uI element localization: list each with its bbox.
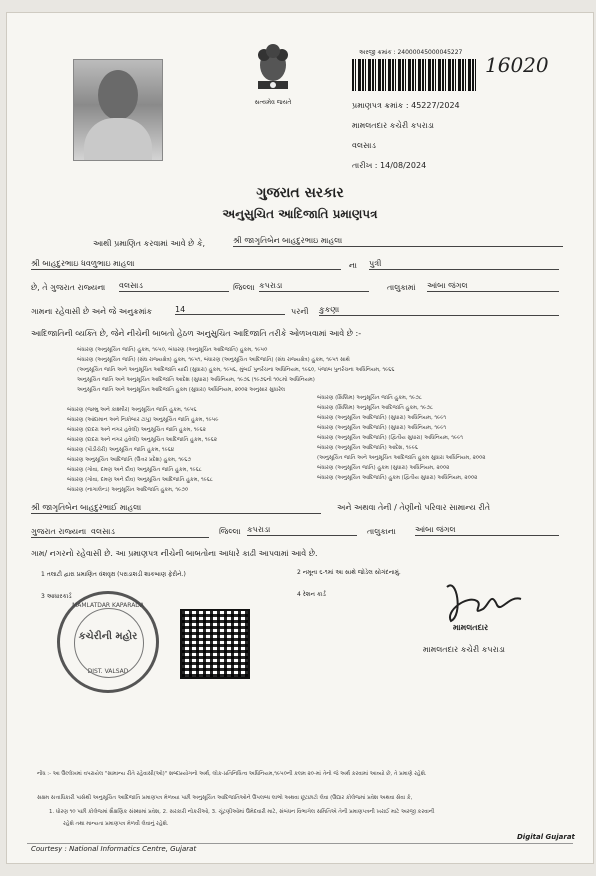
- relation-label: ના: [349, 261, 357, 270]
- order-right-item: બંધારણ (અનુસૂચિત આદિજાતિ) (દ્વિતીય સુધારા) અધિનિયમ, ૧૯૯૧: [317, 435, 463, 441]
- order-right-item: બંધારણ (અનુસૂચિત જાતિ) હુકમ (સુધારા) અધિનિયમ, ૨૦૦૨: [317, 465, 450, 471]
- ashoka-emblem-icon: [250, 41, 296, 95]
- resident-line: ગામ/ નગરનો રહેવાસી છે. આ પ્રમાણપત્ર નીચેની બાબતોના આધારે કાઢી આપવામાં આવે છે.: [31, 549, 318, 558]
- footer-brand: Digital Gujarat: [517, 833, 575, 841]
- order-left-item: બંધારણ (પોંડીચેરી) અનુસૂચિત જાતિ હુકમ, ૧૯૬૪: [67, 447, 175, 453]
- order-line: બંધારણ (અનુસૂચિત જાતિ) હુકમ, ૧૯૫૦, બંધારણ (અનુસૂચિત આદિજાતિ) હુકમ, ૧૯૫૦: [77, 347, 268, 353]
- qr-code: [180, 609, 250, 679]
- seal-outer-text: MAMLATDAR KAPARADA: [72, 602, 144, 609]
- seal-inner-ring: [74, 608, 144, 678]
- signatory-title: મામલતદાર: [453, 623, 489, 632]
- basis-1: 1 તલાટી દ્વારા પ્રમાણિત વંશવૃક્ષ (પરાડાશડી શાકબાણ ફેરીને.): [41, 571, 186, 578]
- government-title: ગુજરાત સરકાર: [256, 185, 344, 201]
- order-left-item: બંધારણ (નાગાલેન્ડ) અનુસૂચિત આદિજાતિ હુકમ, ૧૯૭૦: [67, 487, 189, 493]
- orders-left-column: [67, 405, 307, 495]
- taluka-2-label: તાલુકાના: [367, 527, 396, 536]
- order-left-item: બંધારણ (જમ્મુ અને કાશ્મીર) અનુસૂચિત જાતિ હુકમ, ૧૯૫૬: [67, 407, 197, 413]
- seal-center-text: કચેરીની મહોર: [78, 631, 138, 642]
- certificate-title: અનુસુચિત આદિજાતિ પ્રમાણપત્ર: [222, 207, 378, 221]
- note-4: રહેશે તથા માન્યતા પ્રમાણપત્ર મેળવી લેવાનું રહેશે.: [63, 821, 169, 827]
- orders-block: [77, 345, 557, 395]
- taluka-value: કપરાડા: [259, 281, 369, 292]
- basis-2: 2 નમૂના ૬-૧માં આ સાથે જોડેલ સોગંદનામું.: [297, 569, 401, 576]
- office-seal: [57, 591, 159, 693]
- order-line: અનુસૂચિત જાતિ અને અનુસૂચિત આદિજાતિ હુકમ (સુધારા) અધિનિયમ, ૨૦૦૨ અનુસાર સુધારેલ: [77, 387, 285, 393]
- national-emblem: [250, 41, 296, 107]
- relation: પુત્રી: [369, 259, 559, 270]
- village-2: આંબા જંગલ: [415, 525, 559, 536]
- caste-value: કુકણા: [319, 305, 559, 316]
- order-line: અનુસૂચિત જાતિ અને અનુસૂચિત આદિજાતિ આદેશ (સુધારા) અધિનિયમ, ૧૯૭૬ (૧૯૭૬નો ૧૦૮મો અધિનિયમ): [77, 377, 315, 383]
- photo-head: [98, 70, 138, 120]
- recognition-line: આદિજાતિની વ્યક્તિ છે, જેને નીચેની બાબતો હેઠળ અનુસુચિત આદિજાતિ તરીકે ઓળખવામાં આવે છે :-: [31, 329, 362, 338]
- order-right-item: બંધારણ (સિક્કિમ) અનુસૂચિત આદિજાતિ હુકમ, ૧૯૭૮: [317, 405, 433, 411]
- order-left-item: બંધારણ (આંદામાન અને નિકોબાર ટાપુ) અનુસૂચિત જાતિ હુકમ, ૧૯૫૯: [67, 417, 219, 423]
- footer-divider: [27, 843, 573, 844]
- application-number: અરજી ક્રમાંક : 24000045000045227: [359, 49, 463, 56]
- serial-number: 14: [175, 305, 285, 315]
- basis-3: 3 આધારકાર્ડ: [41, 593, 72, 600]
- order-line: બંધારણ (અનુસૂચિત જાતિ) (સંઘ રાજ્યક્ષેત્ર) હુકમ, ૧૯૫૧, બંધારણ (અનુસૂચિત આદિજાતિ) (સંઘ રાજ્યક્ષેત્ર) હુકમ, ૧૯૫૧ સાથે: [77, 357, 350, 363]
- footer-courtesy: Courtesy : National Informatics Centre, Gujarat: [31, 845, 197, 853]
- emblem-caption: સત્યમેવ જયતે: [254, 99, 292, 106]
- issue-date: તારીખ : 14/08/2024: [352, 161, 427, 170]
- order-left-item: બંધારણ (દાદરા અને નગર હવેલી) અનુસૂચિત આદિજાતિ હુકમ, ૧૯૬૨: [67, 437, 217, 443]
- village-label: ગામના રહેવાસી છે અને જે અનુક્રમાંક: [31, 307, 153, 316]
- district-2-label: જિલ્લા: [219, 527, 241, 536]
- applicant-name: શ્રી જાગૃતિબેન બાહદુરભાઇ માહલા: [233, 236, 563, 247]
- order-left-item: બંધારણ (ગોવા, દમણ અને દીવ) અનુસૂચિત આદિજાતિ હુકમ, ૧૯૬૮: [67, 477, 213, 483]
- issuing-office: મામલતદાર કચેરી કપરાડા: [352, 121, 435, 130]
- signature-icon: [437, 575, 527, 625]
- order-right-item: બંધારણ (અનુસૂચિત આદિજાતિ) આદેશ, ૧૯૯૬: [317, 445, 418, 451]
- issuing-district: વલસાડ: [352, 141, 376, 150]
- taluka-label: તાલુકામાં: [387, 283, 416, 292]
- order-right-item: બંધારણ (અનુસૂચિત આદિજાતિ) (સુધારા) અધિનિયમ, ૧૯૯૧: [317, 415, 447, 421]
- seal-bottom-text: DIST. VALSAD: [87, 668, 129, 675]
- order-line: (અનુસૂચિત જાતિ અને અનુસૂચિત આદિજાતિ યાદી (સુધારા) હુકમ, ૧૯૫૬, મુંબઈ પુનર્રચના અધિનિયમ, ૧૯૬૦, પંજાબ પુનર્રચના અધિનિયમ, ૧૯૬૬: [77, 367, 395, 373]
- signature: [437, 575, 527, 625]
- order-left-item: બંધારણ (ગોવા, દમણ અને દીવ) અનુસૂચિત જાતિ હુકમ, ૧૯૬૮: [67, 467, 202, 473]
- signatory-office: મામલતદાર કચેરી કપરાડા: [423, 645, 506, 654]
- order-right-item: (અનુસૂચિત જાતિ અને અનુસૂચિત આદિજાતિ હુકમ સુધારા અધિનિયમ, ૨૦૦૨: [317, 455, 486, 461]
- district-value: વલસાડ: [119, 281, 229, 292]
- barcode: [352, 59, 476, 91]
- order-right-item: બંધારણ (અનુસૂચિત આદિજાતિ) હુકમ (દ્વિતીય સુધારા) અધિનિયમ, ૨૦૦૨: [317, 475, 478, 481]
- certificate-number: પ્રમાણપત્ર ક્રમાંક : 45227/2024: [352, 101, 460, 110]
- handwritten-number: 16020: [485, 53, 549, 77]
- family-line: અને અથવા તેની / તેણીનો પરિવાર સામાન્ય રીતે: [337, 503, 491, 512]
- holder-name: શ્રી જાગૃતિબેન બાહદુરભાઈ માહલા: [31, 503, 321, 514]
- state-2: ગુજરાત રાજ્યના: [31, 527, 209, 538]
- order-left-item: બંધારણ (દાદરા અને નગર હવેલી) અનુસૂચિત જાતિ હુકમ, ૧૯૬૨: [67, 427, 206, 433]
- father-name: શ્રી બાહદુરભાઇ ધવળુભાઇ માહલા: [31, 259, 341, 270]
- village-value: આંબા જંગલ: [427, 281, 559, 292]
- state-label: છે, તે ગુજરાત રાજ્યના: [31, 283, 106, 292]
- note-2: સક્ષમ સત્તાધિકારી પાસેથી અનુસૂચિત આદિજાતિ પ્રમાણપત્ર મેળવ્યા પછી અનુસૂચિત આદિજાતિઓને ઉપલબ્ધ લાભો અથવા છૂટછાટો લેવા (ઉદ્યાર કોલેજમાં પ્રવેશ અથવા સેવા કે,: [37, 795, 413, 801]
- order-right-item: બંધારણ (અનુસૂચિત આદિજાતિ) (સુધારા) અધિનિયમ, ૧૯૯૧: [317, 425, 447, 431]
- note-3: 1. ધોરણ ૧૦ પછી કોલેજમાં શૈક્ષણિક સંસ્થામાં પ્રવેશ, 2. સરકારી નોકરીઓ, 3. ચૂંટણીઓમાં ઉમેદવારી માટે, સંબંધન વિભાગેલ સમિતિએ તેની પ્રમાણપત્રની ખરાઈ માટે અરજી કરવાની: [49, 809, 435, 815]
- taluka-2: કપરાડા: [247, 525, 357, 536]
- note-1: નોંધ :- આ ઉલ્લેખમાં વપરાયેલ "સામાન્ય રીતે રહેવાસી(ઓ)" શબ્દપ્રયોગનો અર્થ, લોક-પ્રતિનિધિત્વ અધિનિયમ,૧૯૫૦ની કલમ ૨૦-માં તેનો જે અર્થ કરવામાં આવ્યો છે, તે પ્રમાણે રહેશે.: [37, 771, 427, 777]
- certify-prefix: આથી પ્રમાણિત કરવામાં આવે છે કે,: [93, 239, 206, 248]
- caste-label: પરની: [291, 307, 309, 316]
- certificate-page: [6, 12, 594, 864]
- order-right-item: બંધારણ (સિક્કિમ) અનુસૂચિત જાતિ હુકમ, ૧૯૭૮: [317, 395, 422, 401]
- basis-4: 4 રેશન કાર્ડ: [297, 591, 326, 598]
- applicant-photo: [73, 59, 163, 161]
- orders-right-column: [317, 393, 567, 483]
- district-2: વલસાડ: [91, 527, 115, 536]
- order-left-item: બંધારણ અનુસૂચિત આદિજાતિ (ઉત્તર પ્રદેશ) હુકમ, ૧૯૬૭: [67, 457, 191, 463]
- photo-body: [84, 118, 152, 160]
- district-label: જિલ્લા: [233, 283, 255, 292]
